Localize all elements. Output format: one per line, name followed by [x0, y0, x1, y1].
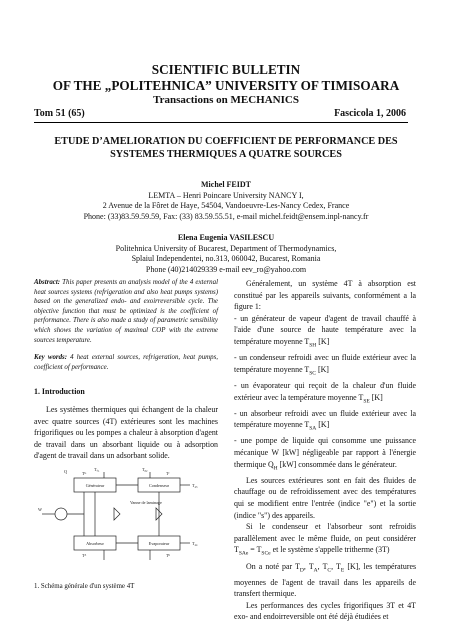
ta-label: Tᴬ [82, 553, 87, 558]
author1-name: Michel FEIDT [201, 180, 251, 189]
journal-header [0, 62, 452, 94]
right-bullet-1: - un générateur de vapeur d'agent de travail chauffé à l'aide d'une source de haute température avec la température moyenne $T_{SH}$ [K] [234, 313, 416, 349]
journal-name-line1: SCIENTIFIC BULLETIN [151, 62, 301, 77]
tc-label: Tᶜ [166, 471, 170, 476]
journal-volume: Tom 51 (65) [34, 108, 85, 119]
system-4t-diagram [34, 466, 218, 566]
author1-address: 2 Avenue de la Fôret de Haye, 54504, Vandoeuvre-Les-Nancy Cedex, France [102, 201, 350, 211]
author2-name: Elena Eugenia VASILESCU [177, 233, 275, 242]
right-bullet-3: - un évaporateur qui reçoit de la chaleur d'un fluide extérieur avec la température moyenne $T_{SE}$ [K] [234, 380, 416, 405]
right-para-1: Généralement, un système 4T à absorption est constitué par les appareils suivants, conformément a la figure 1: [234, 279, 416, 312]
right-bullet-2: - un condenseur refroidi avec un fluide extérieur avec la température moyenne $T_{SC}$ [K] [234, 353, 416, 377]
author1-affiliation: LEMTA – Henri Poincare University NANCY I, [148, 190, 304, 200]
ts2-label: T₈₂ [142, 467, 148, 472]
author2-block [0, 233, 452, 275]
right-para-4: On a noté par $T_D$, $T_A$, $T_C$, $T_E$ [K], les températures moyennes de l'agent de travail dans les appareils de transfert thermique. [234, 561, 417, 599]
abstract-text: This paper presents an analysis model of the 4 external heat sources systems (refrigeration and also heat pumps systems) based on the generalized endo- and exoirreversible cycle. The objective function that must be optimized is the coefficient of performance. There is also made a study of parametric sensibility which shows the variation of maximal COP with the extreme sources temperature. [34, 279, 218, 344]
w-label: W [38, 507, 42, 512]
figure-caption: 1. Schéma générale d'un système 4T [34, 583, 135, 590]
abstract-label: Abstract: [34, 279, 61, 286]
evaporator-label: Evaporateur [148, 541, 170, 546]
right-para-2: Les sources extérieures sont en fait des fluides de chauffage ou de refroidissement avec des températures qui se modifient entre l'entrée (indice "e") et la sortie (indice "s") des appareils. [234, 475, 416, 520]
intro-heading: 1. Introduction [34, 387, 85, 397]
left-column [34, 278, 218, 462]
right-bullet-4: - un absorbeur refroidi avec un fluide extérieur avec la température moyenne $T_{SA}$ [K] [234, 408, 416, 432]
intro-text: Les systèmes thermiques qui échangent de la chaleur avec quatre sources (4T) extérieures sont les machines frigorifiques ou les pompes a chaleur à absorption d'agent de travail dans un absorbant liquide ou à adsorption d'agent de travail dans un adsorbant solide. [34, 404, 218, 461]
paper-title-line2: SYSTEMES THERMIQUES A QUATRE SOURCES [110, 149, 342, 160]
right-bullet-5: - une pompe de liquide qui consomme une puissance mécanique W [kW] négligeable par rapport à l'énergie thermique $Q_H$ [kW] consommée dans le générateur. [234, 436, 416, 472]
right-column [234, 278, 416, 623]
keywords [34, 353, 218, 372]
journal-fascicle: Fascicola 1, 2006 [334, 108, 406, 119]
right-para-5: Les performances des cycles frigorifiques 3T et 4T exo- and endoirreversible ont été déjà étudiées et [234, 600, 416, 622]
author2-address: Splaiul Independentei, no.313, 060042, Bucarest, Romania [131, 254, 321, 264]
absorber-label: Absorbeur [86, 541, 104, 546]
keywords-label: Key words: [34, 354, 67, 362]
paper-title-line1: ETUDE D’AMELIORATION DU COEFFICIENT DE PERFORMANCE DES [54, 136, 398, 147]
journal-subtitle: Transactions on MECHANICS [153, 94, 299, 106]
author1-contact: Phone: (33)83.59.59.59, Fax: (33) 83.59.55.51, e-mail michel.feidt@ensem.inpl-nancy.fr [83, 211, 369, 221]
keywords-text: 4 heat external sources, refrigeration, heat pumps, coefficient of performance. [34, 354, 218, 371]
journal-name-line2: OF THE „POLITEHNICA” UNIVERSITY OF TIMISOARA [52, 78, 400, 93]
ts4-label: T₄₄ [192, 541, 198, 546]
ts3-label: T₄₃ [192, 483, 198, 488]
header-rule [34, 122, 408, 123]
ts1-label: Tₛ₁ [94, 467, 100, 472]
condenser-label: Condenseur [148, 483, 170, 488]
qg-label: Q [64, 469, 68, 474]
abstract [34, 278, 218, 345]
te-label: Tᴱ [166, 553, 171, 558]
author2-affiliation: Politehnica University of Bucarest, Department of Thermodynamics, [115, 243, 337, 253]
author1-block [0, 180, 452, 222]
right-para-3: Si le condenseur et l'absorbeur sont refroidis parallèlement avec le même fluide, on peut considérer $T_{SAe} = T_{SCe}$ et le système s'appelle tritherme (3T) [234, 522, 416, 557]
tg-label: Tᴳ [82, 471, 87, 476]
generator-label: Générateur [85, 483, 105, 488]
paper-title [0, 135, 452, 161]
valve-left [114, 508, 120, 520]
author2-contact: Phone (40)214029339 e-mail eev_ro@yahoo.com [145, 264, 307, 274]
pump-symbol [55, 508, 67, 520]
valve-label: Vanne de laminage [130, 500, 162, 505]
